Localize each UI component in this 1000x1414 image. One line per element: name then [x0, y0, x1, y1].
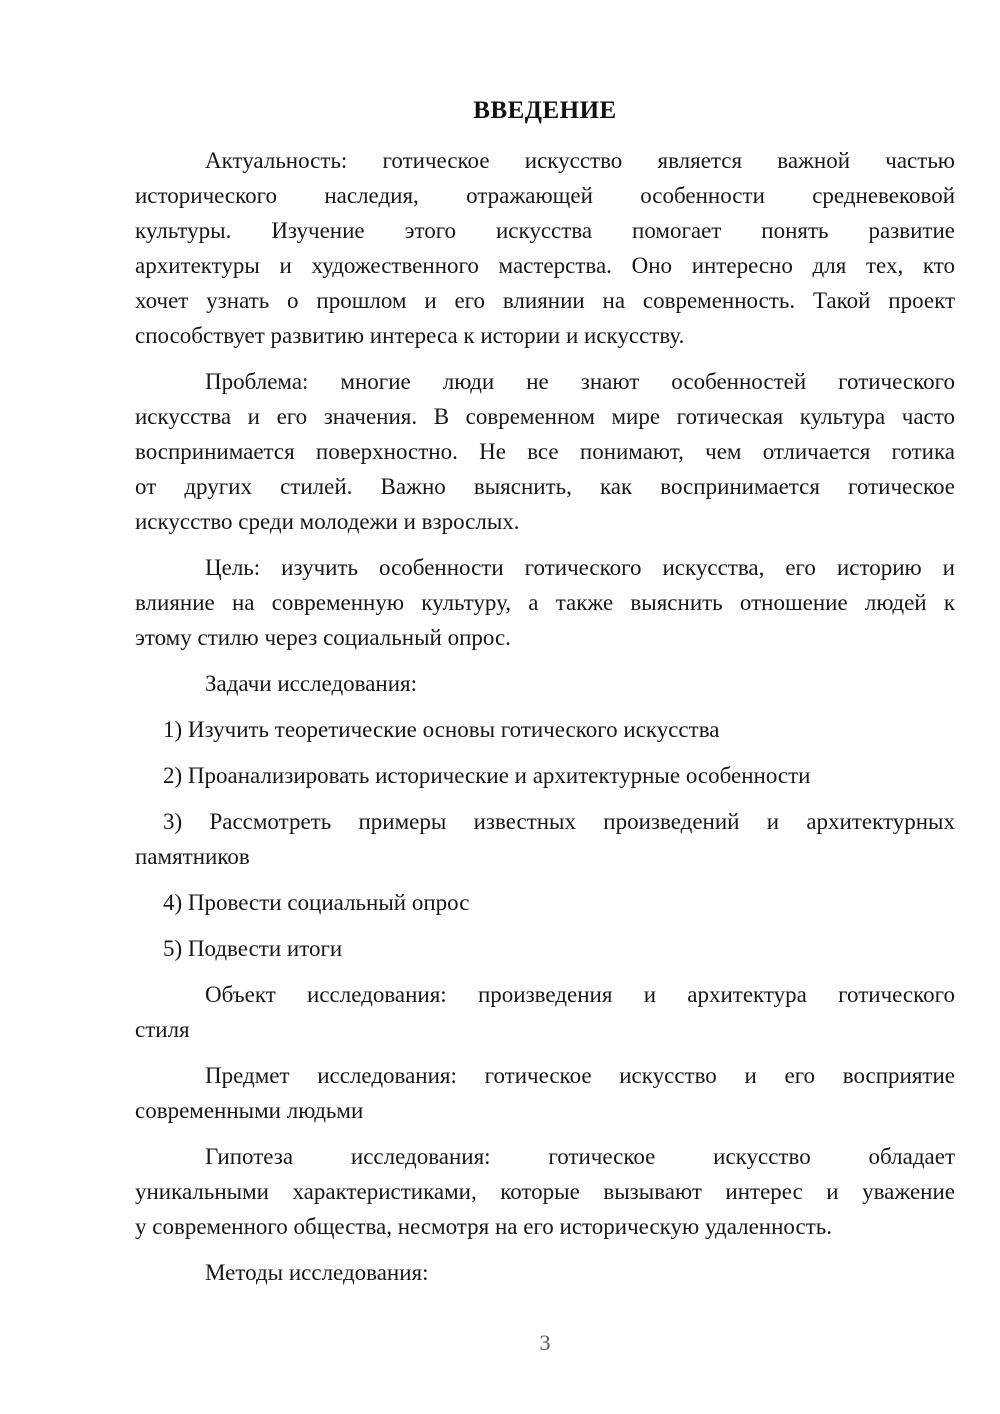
text-line: исторического наследия, отражающей особенности средневековой	[135, 183, 955, 208]
text-line: влияние на современную культуру, а также выяснить отношение людей к	[135, 590, 955, 615]
text-line: воспринимается поверхностно. Не все понимают, чем отличается готика	[135, 439, 955, 464]
text-line: уникальными характеристиками, которые вызывают интерес и уважение	[135, 1179, 955, 1204]
text-line: 3) Рассмотреть примеры известных произведений и архитектурных	[163, 809, 955, 834]
text-line: от других стилей. Важно выяснить, как воспринимается готическое	[135, 474, 955, 499]
page-number: 3	[539, 1330, 551, 1355]
text-line: Актуальность: готическое искусство является важной частью	[205, 148, 955, 173]
task-item-5	[135, 931, 955, 966]
text-line: 4) Провести социальный опрос	[163, 890, 470, 915]
text-line: способствует развитию интереса к истории и искусству.	[135, 323, 685, 348]
task-item-4	[135, 885, 955, 920]
text-line: 5) Подвести итоги	[163, 936, 343, 961]
task-item-1	[135, 712, 955, 747]
document-body	[135, 96, 955, 1301]
paragraph-relevance	[135, 143, 955, 353]
text-line: Цель: изучить особенности готического искусства, его историю и	[205, 555, 955, 580]
text-line: у современного общества, несмотря на его историческую удаленность.	[135, 1214, 832, 1239]
text-line: культуры. Изучение этого искусства помогает понять развитие	[135, 218, 955, 243]
text-line: искусства и его значения. В современном мире готическая культура часто	[135, 404, 955, 429]
paragraph-goal	[135, 550, 955, 655]
text-line: хочет узнать о прошлом и его влиянии на современность. Такой проект	[135, 288, 955, 313]
page-footer	[135, 1328, 955, 1358]
text-line: Методы исследования:	[205, 1260, 429, 1285]
text-line: стиля	[135, 1017, 190, 1042]
task-item-3	[135, 804, 955, 874]
text-line: 1) Изучить теоретические основы готического искусства	[163, 717, 720, 742]
paragraph-object	[135, 977, 955, 1047]
text-line: архитектуры и художественного мастерства. Оно интересно для тех, кто	[135, 253, 955, 278]
paragraph-hypothesis	[135, 1139, 955, 1244]
text-line: 2) Проанализировать исторические и архитектурные особенности	[163, 763, 811, 788]
paragraph-tasks-heading	[135, 666, 955, 701]
text-line: Проблема: многие люди не знают особенностей готического	[205, 369, 955, 394]
text-line: Гипотеза исследования: готическое искусство обладает	[205, 1144, 955, 1169]
text-line: современными людьми	[135, 1098, 364, 1123]
text-line: памятников	[135, 844, 250, 869]
paragraph-problem	[135, 364, 955, 539]
text-line: этому стилю через социальный опрос.	[135, 625, 511, 650]
text-line: Задачи исследования:	[205, 671, 418, 696]
text-line: искусство среди молодежи и взрослых.	[135, 509, 520, 534]
text-line: Объект исследования: произведения и архитектура готического	[205, 982, 955, 1007]
page-title: ВВЕДЕНИЕ	[473, 97, 617, 124]
text-line: Предмет исследования: готическое искусство и его восприятие	[205, 1063, 955, 1088]
paragraph-subject	[135, 1058, 955, 1128]
task-item-2	[135, 758, 955, 793]
paragraph-methods-heading	[135, 1255, 955, 1290]
